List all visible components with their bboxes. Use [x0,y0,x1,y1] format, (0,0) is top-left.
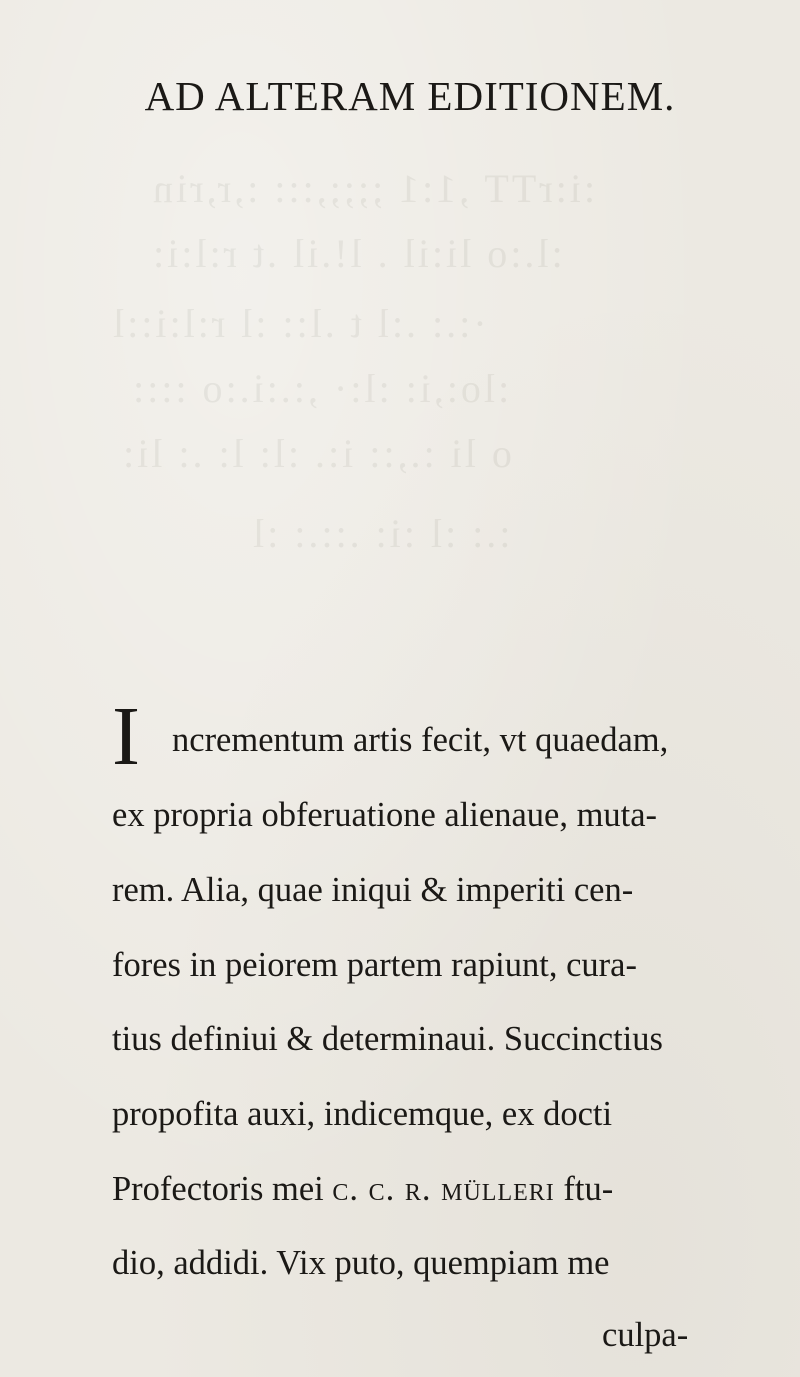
text-line-7 [112,1172,613,1207]
text-line-8: dio, addidi. Vix puto, quempiam me [112,1244,610,1282]
text-line-6: propofita auxi, indicemque, ex docti [112,1095,613,1133]
catchword: culpa- [602,1316,689,1354]
author-name: c. c. r. mülleri [332,1170,555,1208]
text-line-5: tius definiui & determinaui. Succinctius [112,1020,663,1058]
text-line-7-start: Profectoris mei [112,1170,333,1208]
text-line-7-end: ftu- [554,1170,614,1208]
drop-cap: I [112,690,140,783]
text-line-3: rem. Alia, quae iniqui & imperiti cen- [112,871,634,909]
text-line-1: ncrementum artis fecit, vt quaedam, [172,721,669,759]
text-line-4: fores in peiorem partem rapiunt, cura- [112,946,637,984]
text-line-2: ex propria obferuatione alienaue, muta- [112,796,658,834]
show-through-ink: :i:rTT ,1:1 ;;;;,::: :,r,rin :l.:o li:il . l!.il .t r:l:i: ·:.: .:l t .l:: :l r:l:i::l :lo:,i: :l:· ,:.:i.:o :::: o li :.,:: i:. :l: l: .: li: :.: :l :i: .::.: :l [110,166,595,556]
page-heading: AD ALTERAM EDITIONEM. [144,73,676,119]
